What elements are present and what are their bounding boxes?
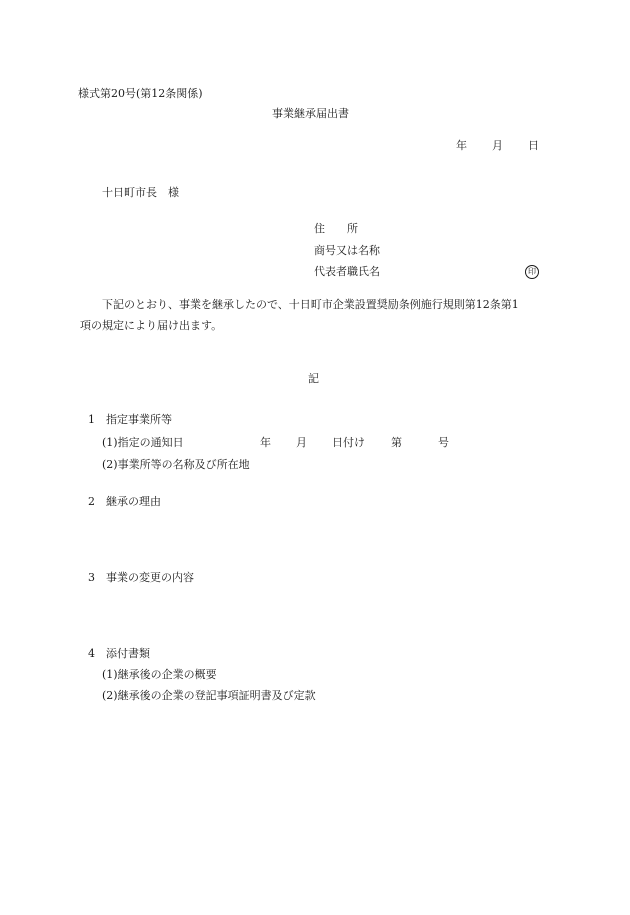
address-label: 住 所 <box>314 222 358 235</box>
notice-month-label: 月 <box>296 436 307 449</box>
notice-year-label: 年 <box>260 436 271 449</box>
trade-name-label: 商号又は名称 <box>314 244 380 257</box>
date-month-label: 月 <box>492 139 503 152</box>
office-name-location-label: (2)事業所等の名称及び所在地 <box>102 458 250 471</box>
section-2-title: 継承の理由 <box>106 495 161 508</box>
notice-day-ref-label: 日付け <box>332 436 365 449</box>
notice-dai-label: 第 <box>391 436 402 449</box>
section-2-number: 2 <box>88 495 95 508</box>
form-number-label: 様式第20号(第12条関係) <box>78 87 203 100</box>
date-day-label: 日 <box>528 139 539 152</box>
section-1-title: 指定事業所等 <box>106 413 172 426</box>
body-text-line-1: 下記のとおり、事業を継承したので、十日町市企業設置奨励条例施行規則第12条第1 <box>102 298 519 311</box>
notice-go-label: 号 <box>438 436 449 449</box>
section-4-title: 添付書類 <box>106 647 150 660</box>
date-year-label: 年 <box>456 139 467 152</box>
section-3-number: 3 <box>88 571 95 584</box>
ki-heading: 記 <box>308 372 319 385</box>
section-4-number: 4 <box>88 647 95 660</box>
body-text-line-2: 項の規定により届け出ます。 <box>80 319 223 332</box>
attachment-item-1: (1)継承後の企業の概要 <box>102 668 217 681</box>
addressee: 十日町市長 様 <box>102 186 179 199</box>
section-1-number: 1 <box>88 413 95 426</box>
notice-date-label: (1)指定の通知日 <box>102 436 184 449</box>
section-3-title: 事業の変更の内容 <box>106 571 194 584</box>
representative-label: 代表者職氏名 <box>314 265 380 278</box>
document-title: 事業継承届出書 <box>272 107 349 120</box>
seal-mark: 印 <box>525 265 539 279</box>
attachment-item-2: (2)継承後の企業の登記事項証明書及び定款 <box>102 689 316 702</box>
